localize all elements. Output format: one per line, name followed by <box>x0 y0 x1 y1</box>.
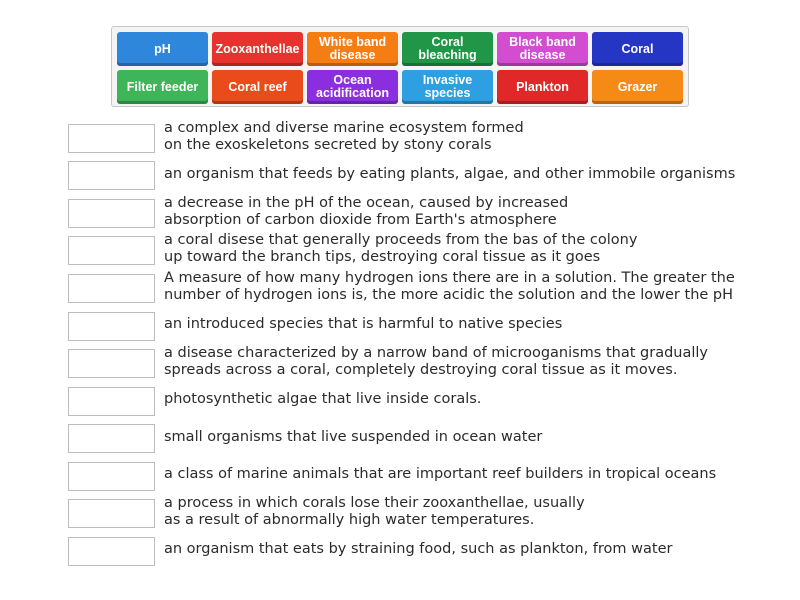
drop-target[interactable] <box>68 462 155 491</box>
tile-ocean-acidification[interactable]: Ocean acidification <box>307 70 398 104</box>
drop-target[interactable] <box>68 274 155 303</box>
drop-target[interactable] <box>68 499 155 528</box>
tile-filter-feeder[interactable]: Filter feeder <box>117 70 208 104</box>
definition-text: an organism that feeds by eating plants, algae, and other immobile organisms <box>164 166 736 182</box>
drop-target[interactable] <box>68 349 155 378</box>
definition-text: a complex and diverse marine ecosystem formed on the exoskeletons secreted by stony corals <box>164 120 524 153</box>
drop-target[interactable] <box>68 537 155 566</box>
definition-text: a disease characterized by a narrow band of microoganisms that gradually spreads across a coral, completely destroying coral tissue as it moves. <box>164 345 708 378</box>
drop-target[interactable] <box>68 236 155 265</box>
definition-text: A measure of how many hydrogen ions there are in a solution. The greater the number of hydrogen ions is, the more acidic the solution and the lower the pH <box>164 270 735 303</box>
definition-text: a coral disese that generally proceeds from the bas of the colony up toward the branch tips, destroying coral tissue as it goes <box>164 232 638 265</box>
tile-ph[interactable]: pH <box>117 32 208 66</box>
tile-grazer[interactable]: Grazer <box>592 70 683 104</box>
definition-text: an organism that eats by straining food, such as plankton, from water <box>164 541 673 557</box>
definition-text: a process in which corals lose their zooxanthellae, usually as a result of abnormally high water temperatures. <box>164 495 585 528</box>
tile-zooxanthellae[interactable]: Zooxanthellae <box>212 32 303 66</box>
drop-target[interactable] <box>68 161 155 190</box>
tile-coral-bleaching[interactable]: Coral bleaching <box>402 32 493 66</box>
tile-coral[interactable]: Coral <box>592 32 683 66</box>
tile-plankton[interactable]: Plankton <box>497 70 588 104</box>
drop-target[interactable] <box>68 424 155 453</box>
tile-white-band-disease[interactable]: White band disease <box>307 32 398 66</box>
definition-text: small organisms that live suspended in ocean water <box>164 429 543 445</box>
definition-text: an introduced species that is harmful to native species <box>164 316 563 332</box>
drop-target[interactable] <box>68 387 155 416</box>
drop-target[interactable] <box>68 199 155 228</box>
definition-text: a class of marine animals that are important reef builders in tropical oceans <box>164 466 717 482</box>
tile-black-band-disease[interactable]: Black band disease <box>497 32 588 66</box>
tile-invasive-species[interactable]: Invasive species <box>402 70 493 104</box>
definition-text: photosynthetic algae that live inside corals. <box>164 391 482 407</box>
drop-target[interactable] <box>68 124 155 153</box>
definition-text: a decrease in the pH of the ocean, caused by increased absorption of carbon dioxide from Earth's atmosphere <box>164 195 569 228</box>
tile-coral-reef[interactable]: Coral reef <box>212 70 303 104</box>
drop-target[interactable] <box>68 312 155 341</box>
